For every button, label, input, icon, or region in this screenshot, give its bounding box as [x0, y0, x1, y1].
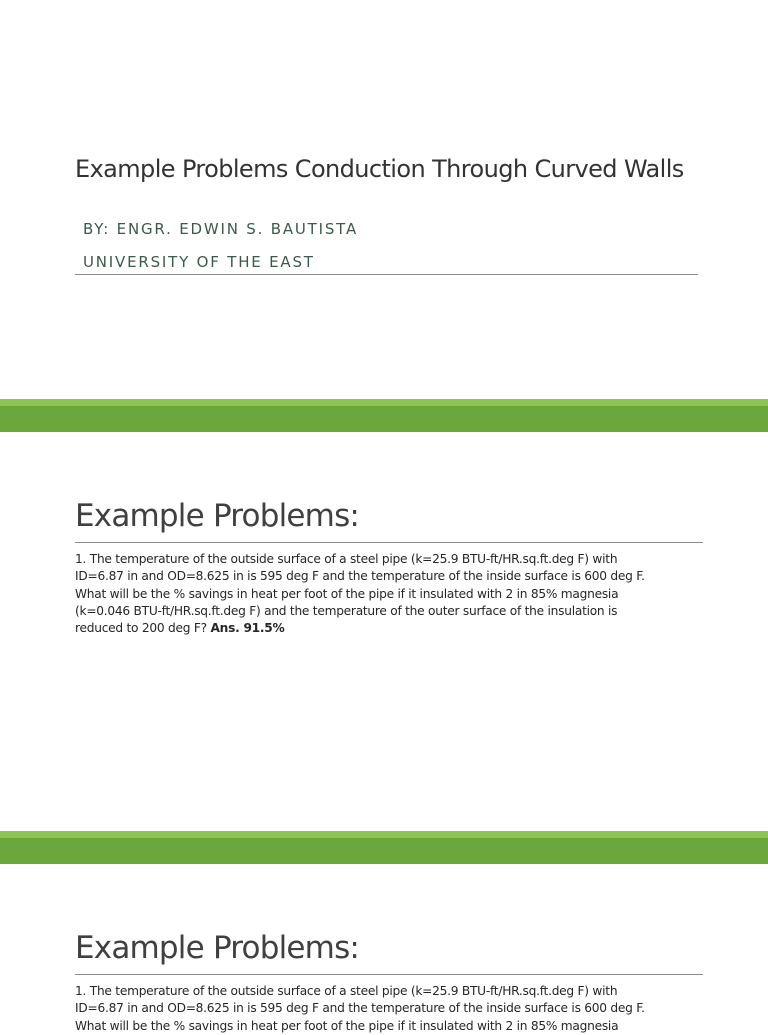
- slide-separator-accent: [0, 831, 768, 838]
- problem-line: What will be the % savings in heat per foot of the pipe if it insulated with 2 in 85% magnesia: [75, 1018, 619, 1033]
- problem-line-last: [75, 620, 705, 637]
- title-divider: [75, 274, 698, 275]
- problem-line: 1. The temperature of the outside surface of a steel pipe (k=25.9 BTU-ft/HR.sq.ft.deg F) with: [75, 984, 618, 998]
- problem-statement: [75, 551, 705, 637]
- problem-line: (k=0.046 BTU-ft/HR.sq.ft.deg F) and the temperature of the outer surface of the insulation is: [75, 603, 618, 618]
- author-line: BY: ENGR. EDWIN S. BAUTISTA: [83, 220, 359, 238]
- problem-line: ID=6.87 in and OD=8.625 in is 595 deg F and the temperature of the inside surface is 600 deg F.: [75, 569, 645, 584]
- problem-line: 1. The temperature of the outside surface of a steel pipe (k=25.9 BTU-ft/HR.sq.ft.deg F) with: [75, 552, 618, 566]
- slide-heading: Example Problems:: [75, 930, 360, 966]
- institution-line: UNIVERSITY OF THE EAST: [83, 253, 315, 271]
- heading-divider: [75, 974, 703, 975]
- slide-separator-bar: [0, 406, 768, 432]
- problem-slide: [0, 432, 768, 832]
- problem-line: ID=6.87 in and OD=8.625 in is 595 deg F and the temperature of the inside surface is 600 deg F.: [75, 1001, 645, 1016]
- answer: Ans. 91.5%: [210, 621, 285, 636]
- problem-line: What will be the % savings in heat per foot of the pipe if it insulated with 2 in 85% magnesia: [75, 586, 619, 601]
- problem-line: reduced to 200 deg F?: [75, 621, 207, 636]
- problem-slide: [0, 864, 768, 1033]
- problem-statement: [75, 983, 705, 1035]
- slide-separator-accent: [0, 399, 768, 406]
- slide-title: Example Problems Conduction Through Curved Walls: [75, 155, 684, 183]
- slide-heading: Example Problems:: [75, 498, 360, 534]
- slide-separator-bar: [0, 838, 768, 864]
- title-slide: [0, 0, 768, 400]
- heading-divider: [75, 542, 703, 543]
